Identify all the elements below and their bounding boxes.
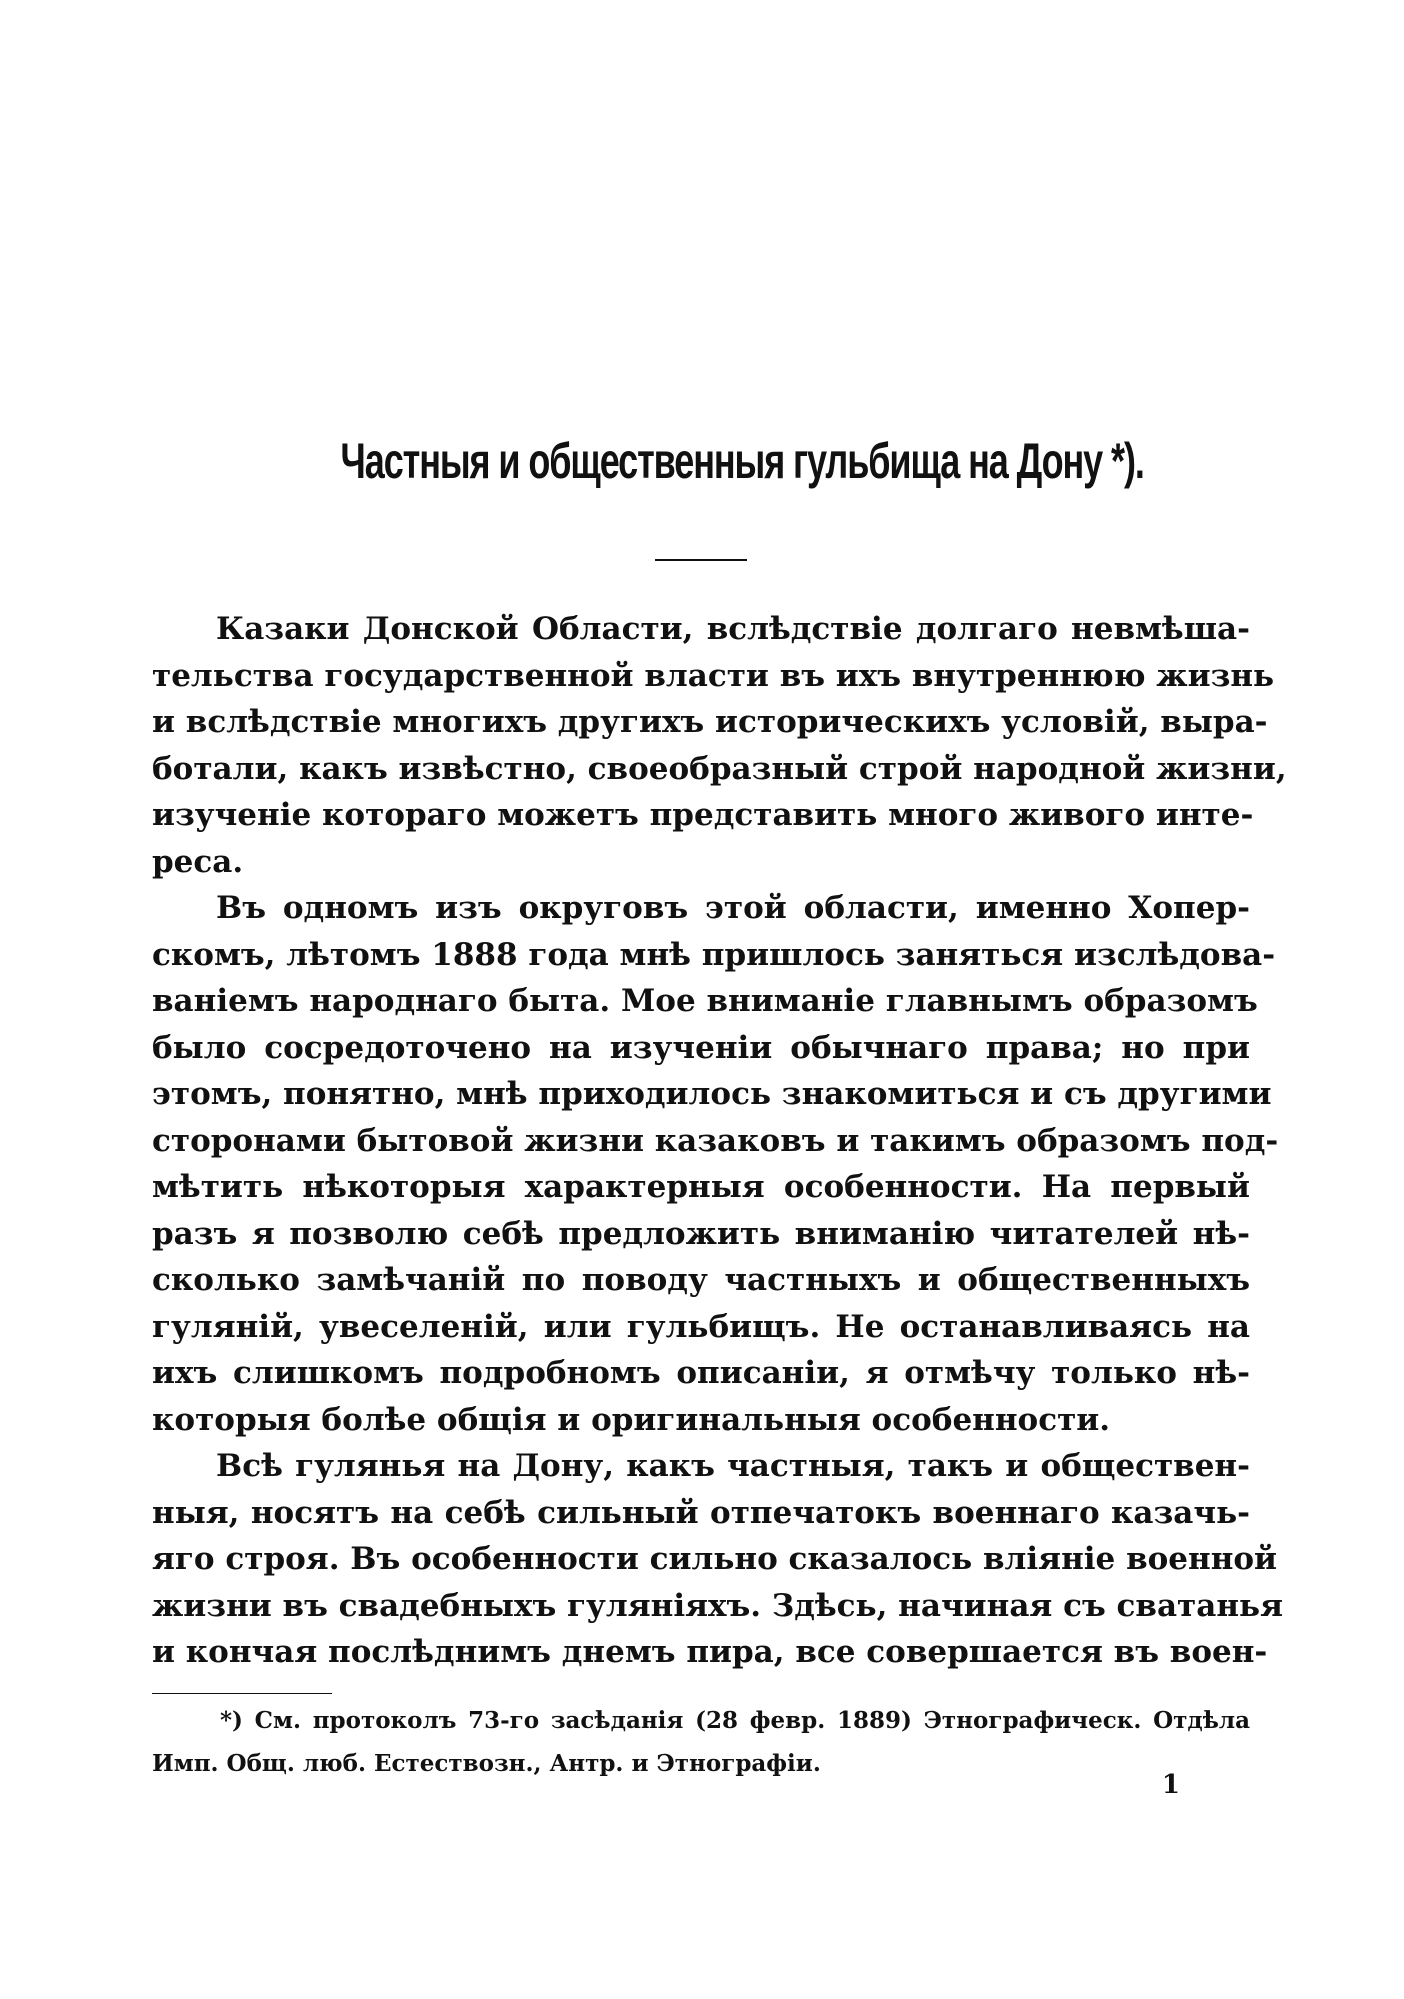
chapter-title: Частныя и общественныя гульбища на Дону *). — [340, 433, 1144, 489]
text-line: реса. — [152, 843, 244, 880]
text-line: ботали, какъ извѣстно, своеобразный строй народной жизни, — [152, 750, 1287, 787]
text-line: ихъ слишкомъ подробномъ описаніи, я отмѣчу только нѣ- — [152, 1355, 1250, 1391]
text-line: Казаки Донской Области, вслѣдствіе долгаго невмѣша- — [216, 611, 1250, 647]
footnote-line: *) См. протоколъ 73-го засѣданія (28 февр. 1889) Этнографическ. Отдѣла — [220, 1707, 1250, 1734]
footnote-line: Имп. Общ. люб. Естествозн., Антр. и Этнографіи. — [152, 1750, 821, 1777]
text-line: разъ я позволю себѣ предложить вниманію читателей нѣ- — [152, 1215, 1250, 1252]
text-line: тельства государственной власти въ ихъ внутреннюю жизнь — [152, 657, 1275, 694]
text-line: ваніемъ народнаго быта. Мое вниманіе главнымъ образомъ — [152, 983, 1258, 1019]
footnote — [152, 1699, 1250, 1785]
title-divider — [655, 559, 747, 561]
page-number: 1 — [1161, 1770, 1180, 1800]
text-line: жизни въ свадебныхъ гуляніяхъ. Здѣсь, начиная съ сватанья — [152, 1587, 1283, 1624]
text-line: Всѣ гулянья на Дону, какъ частныя, такъ и обществен- — [216, 1448, 1250, 1484]
text-line: сколько замѣчаній по поводу частныхъ и общественныхъ — [152, 1262, 1250, 1298]
body-text — [152, 606, 1287, 1676]
text-line: скомъ, лѣтомъ 1888 года мнѣ пришлось заняться изслѣдова- — [152, 936, 1276, 973]
text-line: сторонами бытовой жизни казаковъ и такимъ образомъ под- — [152, 1122, 1279, 1159]
text-line: и кончая послѣднимъ днемъ пира, все совершается въ воен- — [152, 1634, 1268, 1670]
text-line: гуляній, увеселеній, или гульбищъ. Не останавливаясь на — [152, 1308, 1250, 1345]
text-line: было сосредоточено на изученіи обычнаго права; но при — [152, 1029, 1250, 1066]
text-line: ныя, носятъ на себѣ сильный отпечатокъ военнаго казачь- — [152, 1494, 1250, 1531]
text-line: Въ одномъ изъ округовъ этой области, именно Хопер- — [216, 890, 1250, 926]
text-line: мѣтить нѣкоторыя характерныя особенности. На первый — [152, 1169, 1250, 1205]
text-line: и вслѣдствіе многихъ другихъ историческихъ условій, выра- — [152, 704, 1268, 740]
text-line: яго строя. Въ особенности сильно сказалось вліяніе военной — [152, 1541, 1278, 1577]
text-line: этомъ, понятно, мнѣ приходилось знакомиться и съ другими — [152, 1076, 1272, 1112]
footnote-divider — [152, 1693, 332, 1694]
text-line: которыя болѣе общія и оригинальныя особенности. — [152, 1401, 1111, 1438]
text-line: изученіе котораго можетъ представить много живого инте- — [152, 797, 1254, 833]
